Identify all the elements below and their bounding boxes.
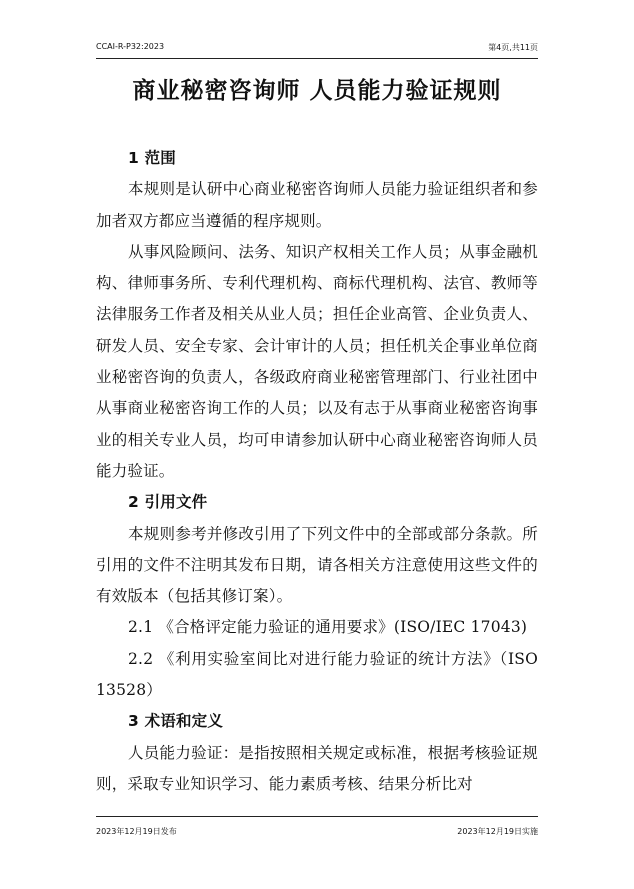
scope-paragraph-1: 本规则是认研中心商业秘密咨询师人员能力验证组织者和参加者双方都应当遵循的程序规则。 xyxy=(96,180,538,230)
document-code: CCAI-R-P32:2023 xyxy=(96,42,165,51)
document-body xyxy=(96,143,538,800)
section-heading-terms: 3 术语和定义 xyxy=(128,712,224,731)
section-heading-scope: 1 范围 xyxy=(128,149,176,167)
terms-paragraph: 人员能力验证：是指按照相关规定或标准，根据考核验证规则，采取专业知识学习、能力素质考核、结果分析比对 xyxy=(96,743,538,793)
reference-item-2: 2.2 《利用实验室间比对进行能力验证的统计方法》（ISO 13528） xyxy=(96,649,538,700)
header-divider xyxy=(96,58,538,59)
document-title: 商业秘密咨询师 人员能力验证规则 xyxy=(132,77,502,104)
page-header xyxy=(96,42,538,58)
scope-paragraph-2: 从事风险顾问、法务、知识产权相关工作人员；从事金融机构、律师事务所、专利代理机构、商标代理机构、法官、教师等法律服务工作者及相关从业人员；担任企业高管、企业负责人、研发人员、安全专家、会计审计的人员；担任机关企事业单位商业秘密咨询的负责人，各级政府商业秘密管理部门、行业社团中从事商业秘密咨询工作的人员；以及有志于从事商业秘密咨询事业的相关专业人员，均可申请参加认研中心商业秘密咨询师人员能力验证。 xyxy=(96,242,538,480)
page-footer xyxy=(96,826,538,842)
effective-date: 2023年12月19日实施 xyxy=(457,827,538,836)
references-paragraph: 本规则参考并修改引用了下列文件中的全部或部分条款。所引用的文件不注明其发布日期，请各相关方注意使用这些文件的有效版本（包括其修订案）。 xyxy=(96,524,538,606)
section-heading-references: 2 引用文件 xyxy=(128,493,208,512)
page-number: 第4页,共11页 xyxy=(488,43,538,52)
publish-date: 2023年12月19日发布 xyxy=(96,827,177,836)
footer-divider xyxy=(96,816,538,817)
reference-item-1: 2.1 《合格评定能力验证的通用要求》(ISO/IEC 17043) xyxy=(128,618,528,637)
